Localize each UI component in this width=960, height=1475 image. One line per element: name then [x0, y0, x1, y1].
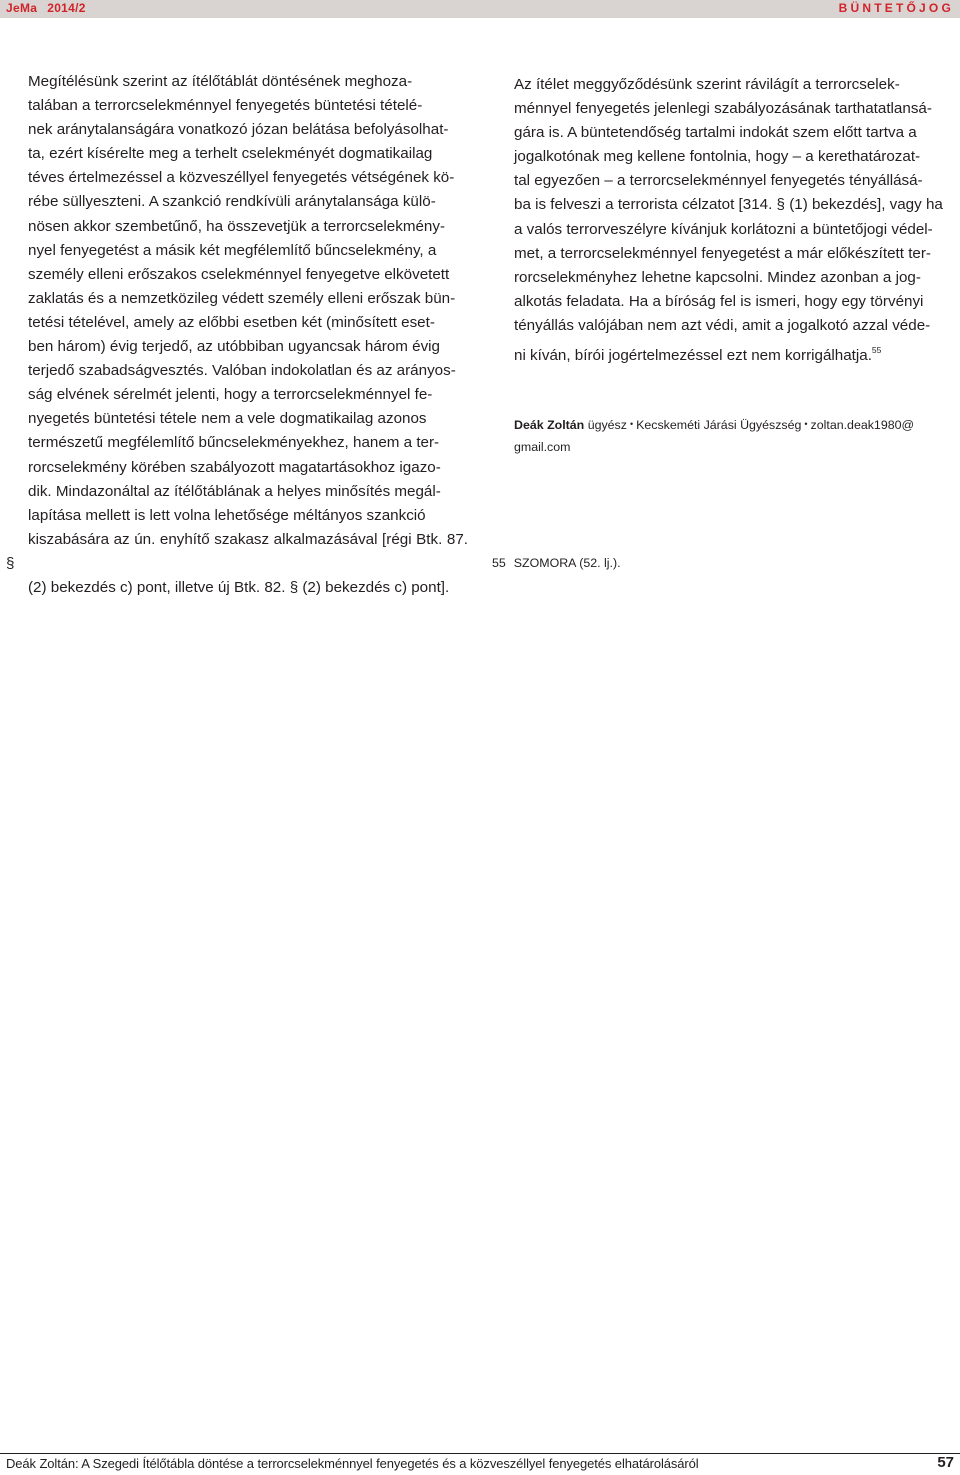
author-role: ügyész [587, 418, 627, 432]
text-line: tényállás valójában nem azt védi, amit a jogalkotó azzal véde- [514, 316, 931, 334]
text-line: kiszabására az ún. enyhítő szakasz alkalmazásával [régi Btk. 87. § [6, 530, 468, 572]
page-number: 57 [937, 1454, 954, 1471]
text-line: talában a terrorcselekménnyel fenyegetés büntetési tételé- [28, 97, 423, 115]
text-line: természetű megfélemlítő bűncselekményekhez, hanem a ter- [28, 434, 440, 452]
text-line: dik. Mindazonáltal az ítélőtáblának a helyes minősítés megál- [28, 482, 441, 500]
author-office: Kecskeméti Járási Ügyészség [636, 418, 802, 432]
text-line: Megítélésünk szerint az ítélőtáblát döntésének meghoza- [28, 73, 413, 90]
journal-name: JeMa [6, 1, 38, 15]
page-header [0, 0, 960, 18]
author-email-part2: gmail.com [514, 440, 571, 454]
text-line: lapítása mellett is lett volna lehetősége méltányos szankció [28, 506, 426, 524]
running-title: Deák Zoltán: A Szegedi Ítélőtábla döntése a terrorcselekménnyel fenyegetés és a közveszéllyel fenyegetés elhatárolásáról [6, 1456, 699, 1471]
issue-number: 2014/2 [47, 1, 86, 15]
footnote-text: SZOMORA (52. lj.). [513, 556, 621, 570]
text-line: téves értelmezéssel a közveszéllyel fenyegetés vétségének kö- [28, 169, 455, 187]
text-line: zaklatás és a nemzetközileg védett személy elleni erőszak bün- [28, 289, 456, 307]
text-line: (2) bekezdés c) pont, illetve új Btk. 82. § (2) bekezdés c) pont]. [28, 578, 450, 596]
text-line: ben három) évig terjedő, az utóbbiban ugyancsak három évig [28, 338, 440, 356]
page-footer [0, 1453, 960, 1475]
right-column [492, 73, 958, 368]
text-line: terjedő szabadságvesztés. Valóban indokolatlan és az arányos- [28, 362, 456, 380]
text-line: rébe süllyeszteni. A szankció rendkívüli aránytalansága külö- [28, 193, 436, 211]
text-line: alkotás feladata. Ha a bíróság fel is ismeri, hogy egy törvényi [514, 292, 924, 310]
footnote-reference: 55 [871, 345, 882, 356]
text-line: ság elvének sérelmét jelenti, hogy a terrorcselekménnyel fe- [28, 386, 433, 404]
footnote-number: 55 [492, 556, 506, 570]
text-line: met, a terrorcselekménnyel fenyegetést a már előkészített ter- [514, 244, 931, 262]
separator-dot: • [804, 419, 808, 429]
paragraph [492, 73, 958, 368]
text-line: rorcselekményhez lehetne kapcsolni. Mindez azonban a jog- [514, 268, 921, 286]
text-line: nösen akkor szembetűnő, ha összevetjük a terrorcselekmény- [28, 217, 446, 235]
footnote [492, 554, 621, 572]
author-email-part1: zoltan.deak1980@ [810, 418, 915, 432]
section-title: BÜNTETŐJOG [838, 1, 954, 15]
text-line: gára is. A büntetendőség tartalmi indokát szem előtt tartva a [514, 124, 917, 142]
text-line: személy elleni erőszakos cselekménnyel fenyegetve elkövetett [28, 265, 450, 283]
paragraph [6, 70, 468, 600]
author-line-1 [514, 413, 944, 436]
text-line: rorcselekmény körében szabályozott magatartásokhoz igazo- [28, 458, 441, 476]
author-signature [514, 413, 944, 458]
separator-dot: • [629, 419, 634, 429]
author-name: Deák Zoltán [514, 418, 585, 432]
text-line: jogalkotónak meg kellene fontolnia, hogy – a kerethatározat- [514, 148, 921, 166]
text-line: nyel fenyegetést a másik két megfélemlítő bűncselekmény, a [28, 241, 437, 259]
journal-info [6, 1, 86, 15]
left-column [6, 70, 468, 600]
text-line: Az ítélet meggyőződésünk szerint rávilágít a terrorcselek- [514, 76, 900, 93]
text-line: a valós terrorveszélyre kívánjuk korlátozni a büntetőjogi védel- [514, 220, 933, 238]
text-line: nyegetés büntetési tétele nem a vele dogmatikailag azonos [28, 410, 427, 428]
text-line: ni kíván, bírói jogértelmezéssel ezt nem korrigálhatja.$^{55}$ [514, 345, 882, 365]
text-line: ba is felveszi a terrorista célzatot [314. § (1) bekezdés], vagy ha [514, 196, 943, 214]
text-line: nek aránytalanságára vonatkozó józan belátása befolyásolhat- [28, 121, 449, 139]
text-line: tetési tételével, amely az előbbi esetben két (minősített eset- [28, 313, 435, 331]
text-line: ménnyel fenyegetés jelenlegi szabályozásának tarthatatlansá- [514, 100, 932, 118]
text-line: tal egyezően – a terrorcselekménnyel fenyegetés tényállásá- [514, 172, 923, 190]
text-line: ta, ezért kísérelte meg a terhelt cselekményét dogmatikailag [28, 145, 433, 163]
